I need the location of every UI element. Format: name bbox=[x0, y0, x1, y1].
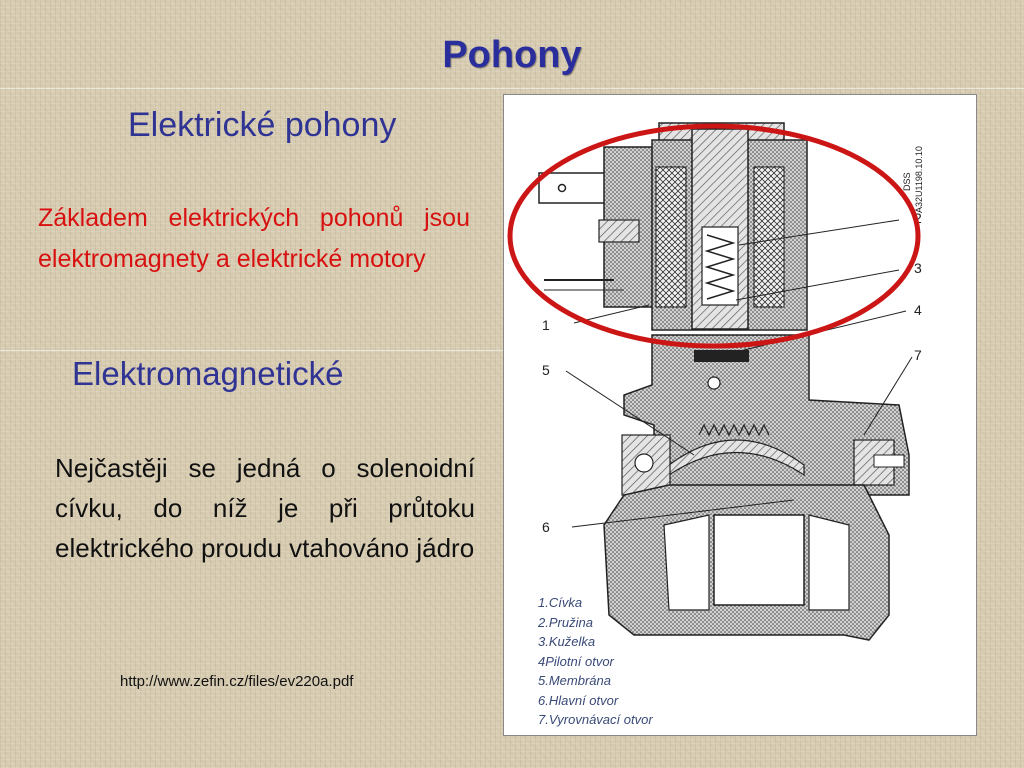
callout-5: 5 bbox=[542, 362, 550, 378]
legend-item: 6.Hlavní otvor bbox=[538, 692, 619, 708]
callout-2: 2 bbox=[914, 210, 922, 226]
valve-diagram bbox=[503, 94, 977, 736]
callout-6: 6 bbox=[542, 519, 550, 535]
legend-item: 1.Cívka bbox=[538, 595, 583, 610]
body-text: Nejčastěji se jedná o solenoidní cívku, do níž je při průtoku elektrického proudu vtahováno jádro bbox=[55, 453, 475, 563]
legend-item: 2.Pružina bbox=[538, 614, 593, 630]
divider-middle bbox=[0, 350, 503, 351]
callout-1: 1 bbox=[542, 317, 550, 333]
callout-7: 7 bbox=[914, 347, 922, 363]
source-link[interactable]: http://www.zefin.cz/files/ev220a.pdf bbox=[120, 673, 354, 690]
slide-title: Pohony bbox=[442, 34, 582, 76]
diagram-legend bbox=[538, 593, 653, 730]
legend-item: 5.Membrána bbox=[538, 673, 611, 688]
legend-item: 3.Kuželka bbox=[538, 634, 596, 649]
callout-3: 3 bbox=[914, 260, 922, 276]
heading-electric-drives: Elektrické pohony bbox=[128, 106, 397, 144]
drawing-code: A32U1198.10.10 bbox=[914, 146, 924, 213]
callout-4: 4 bbox=[914, 302, 922, 318]
legend-item: 7.Vyrovnávací otvor bbox=[538, 712, 653, 727]
drawing-code-prefix: DSS bbox=[902, 172, 912, 191]
intro-text: Základem elektrických pohonů jsou elektromagnety a elektrické motory bbox=[38, 204, 470, 273]
divider-top bbox=[0, 88, 1024, 89]
heading-electromagnetic: Elektromagnetické bbox=[72, 355, 344, 392]
legend-item: 4Pilotní otvor bbox=[538, 653, 614, 669]
